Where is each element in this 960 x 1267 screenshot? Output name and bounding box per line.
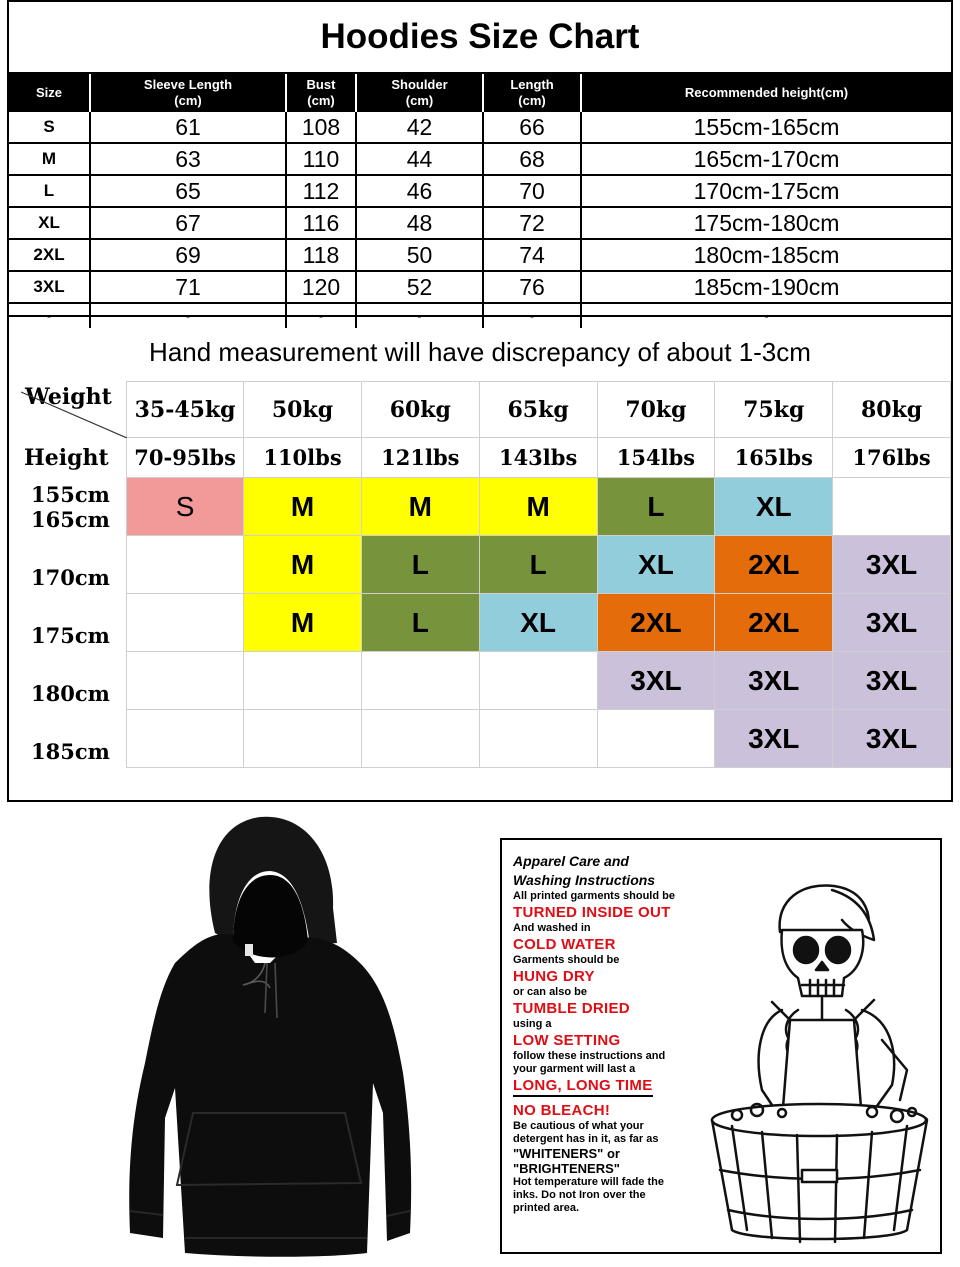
care-heading-1: Apparel Care and: [513, 853, 629, 869]
care-line: Be cautious of what your: [513, 1120, 644, 1132]
size-cell: 3XL: [9, 271, 90, 303]
measurement-cell: -: [483, 303, 581, 328]
weight-label: Weight: [25, 383, 112, 410]
header-sleeve: Sleeve Length (cm): [90, 74, 286, 112]
height-row: [21, 594, 951, 652]
care-line: LONG, LONG TIME: [513, 1076, 653, 1097]
recommended-size-cell: XL: [597, 536, 715, 594]
weight-kg-header: 70kg: [597, 382, 715, 438]
weight-lbs-header: 70-95lbs: [127, 438, 244, 478]
measurement-cell: 69: [90, 239, 286, 271]
measurement-cell: 48: [356, 207, 483, 239]
care-line: "WHITENERS" or: [513, 1146, 620, 1161]
recommended-size-cell: 3XL: [833, 710, 951, 768]
size-row: [9, 271, 951, 303]
header-length: Length (cm): [483, 74, 581, 112]
recommended-size-cell: 3XL: [833, 594, 951, 652]
measurement-cell: 44: [356, 143, 483, 175]
weight-kg-header: 80kg: [833, 382, 951, 438]
recommended-size-cell: [361, 710, 479, 768]
measurement-cell: 112: [286, 175, 356, 207]
care-line: All printed garments should be: [513, 890, 675, 902]
measurement-cell: 120: [286, 271, 356, 303]
height-label-cell: [21, 594, 127, 652]
size-table: [9, 74, 951, 328]
recommended-size-cell: [127, 710, 244, 768]
height-value: 185cm: [31, 738, 110, 764]
measurement-cell: 66: [483, 112, 581, 143]
measurement-cell: 65: [90, 175, 286, 207]
care-line: Hot temperature will fade the: [513, 1176, 664, 1188]
recommended-size-cell: 2XL: [715, 536, 833, 594]
recommended-size-cell: [479, 710, 597, 768]
size-row: [9, 175, 951, 207]
recommended-size-cell: [127, 652, 244, 710]
weight-kg-header: 35-45kg: [127, 382, 244, 438]
measurement-cell: -: [286, 303, 356, 328]
size-cell: S: [9, 112, 90, 143]
recommended-size-cell: 2XL: [715, 594, 833, 652]
height-label-cell: [21, 478, 127, 536]
recommended-size-cell: XL: [715, 478, 833, 536]
height-value: 165cm: [31, 506, 110, 532]
recommended-size-cell: [127, 594, 244, 652]
measurement-cell: 76: [483, 271, 581, 303]
size-row: [9, 239, 951, 271]
weight-kg-header: 60kg: [361, 382, 479, 438]
size-cell: M: [9, 143, 90, 175]
height-row: [21, 710, 951, 768]
recommended-size-cell: M: [244, 478, 362, 536]
measurement-note: Hand measurement will have discrepancy of about 1-3cm: [149, 337, 811, 367]
measurement-cell: 63: [90, 143, 286, 175]
header-height: Recommended height(cm): [581, 74, 951, 112]
weight-lbs-header: 176lbs: [833, 438, 951, 478]
height-label-cell: [21, 536, 127, 594]
weight-height-panel: [7, 317, 953, 802]
measurement-cell: 68: [483, 143, 581, 175]
recommended-size-cell: 3XL: [715, 652, 833, 710]
size-table-header: [9, 74, 951, 112]
height-label-cell: [21, 652, 127, 710]
recommended-size-cell: [833, 478, 951, 536]
recommended-size-cell: L: [361, 536, 479, 594]
recommended-size-cell: 3XL: [715, 710, 833, 768]
care-line: inks. Do not Iron over the: [513, 1189, 646, 1201]
recommended-size-cell: M: [361, 478, 479, 536]
measurement-cell: 110: [286, 143, 356, 175]
care-line: TUMBLE DRIED: [513, 1000, 630, 1017]
size-cell: XL: [9, 207, 90, 239]
measurement-cell: 155cm-165cm: [581, 112, 951, 143]
header-size: Size: [9, 74, 90, 112]
measurement-cell: -: [90, 303, 286, 328]
recommended-size-cell: [244, 652, 362, 710]
measurement-cell: 118: [286, 239, 356, 271]
recommended-size-cell: M: [244, 536, 362, 594]
measurement-cell: 67: [90, 207, 286, 239]
measurement-cell: 71: [90, 271, 286, 303]
care-line: Garments should be: [513, 954, 620, 966]
care-line: TURNED INSIDE OUT: [513, 904, 671, 921]
measurement-cell: 108: [286, 112, 356, 143]
measurement-cell: -: [581, 303, 951, 328]
weight-height-corner: [21, 382, 127, 438]
height-label: Height: [24, 444, 109, 471]
measurement-cell: 175cm-180cm: [581, 207, 951, 239]
recommended-size-cell: [479, 652, 597, 710]
weight-kg-header: 75kg: [715, 382, 833, 438]
weight-lbs-header: 110lbs: [244, 438, 362, 478]
care-line: NO BLEACH!: [513, 1102, 611, 1119]
size-cell: L: [9, 175, 90, 207]
recommended-size-cell: L: [479, 536, 597, 594]
care-line: HUNG DRY: [513, 968, 595, 985]
recommended-size-cell: L: [597, 478, 715, 536]
recommended-size-cell: L: [361, 594, 479, 652]
measurement-cell: 165cm-170cm: [581, 143, 951, 175]
size-cell: 2XL: [9, 239, 90, 271]
weight-height-grid: [21, 381, 951, 768]
recommended-size-cell: 2XL: [597, 594, 715, 652]
weight-kg-row: [21, 382, 951, 438]
height-row: [21, 478, 951, 536]
size-chart: [7, 0, 953, 323]
recommended-size-cell: 3XL: [597, 652, 715, 710]
care-line: "BRIGHTENERS": [513, 1161, 620, 1176]
weight-kg-header: 50kg: [244, 382, 362, 438]
diagonal-line-icon: [21, 382, 127, 438]
height-value: 175cm: [31, 622, 110, 648]
recommended-size-cell: [597, 710, 715, 768]
weight-lbs-header: 154lbs: [597, 438, 715, 478]
measurement-cell: 42: [356, 112, 483, 143]
chart-title: Hoodies Size Chart: [9, 2, 951, 74]
measurement-cell: 72: [483, 207, 581, 239]
measurement-cell: 50: [356, 239, 483, 271]
measurement-cell: 185cm-190cm: [581, 271, 951, 303]
care-line: printed area.: [513, 1202, 580, 1214]
header-bust: Bust (cm): [286, 74, 356, 112]
recommended-size-cell: S: [127, 478, 244, 536]
care-line: And washed in: [513, 922, 591, 934]
care-line: your garment will last a: [513, 1063, 636, 1075]
recommended-size-cell: 3XL: [833, 536, 951, 594]
weight-lbs-header: 165lbs: [715, 438, 833, 478]
measurement-cell: 52: [356, 271, 483, 303]
recommended-size-cell: XL: [479, 594, 597, 652]
height-value: 155cm: [31, 481, 110, 507]
measurement-cell: 116: [286, 207, 356, 239]
recommended-size-cell: M: [479, 478, 597, 536]
care-line: detergent has in it, as far as: [513, 1133, 659, 1145]
recommended-size-cell: 3XL: [833, 652, 951, 710]
measurement-cell: 74: [483, 239, 581, 271]
height-value: 170cm: [31, 564, 110, 590]
weight-kg-header: 65kg: [479, 382, 597, 438]
size-row: [9, 143, 951, 175]
height-row: [21, 652, 951, 710]
weight-lbs-header: 121lbs: [361, 438, 479, 478]
care-line: LOW SETTING: [513, 1032, 621, 1049]
recommended-size-cell: [127, 536, 244, 594]
height-value: 180cm: [31, 680, 110, 706]
measurement-cell: 46: [356, 175, 483, 207]
care-heading-2: Washing Instructions: [513, 872, 656, 888]
care-line: using a: [513, 1018, 552, 1030]
care-line: follow these instructions and: [513, 1050, 666, 1062]
care-line: or can also be: [513, 986, 587, 998]
skeleton-washing-icon: [702, 870, 937, 1245]
measurement-cell: -: [356, 303, 483, 328]
measurement-cell: 70: [483, 175, 581, 207]
height-row: [21, 536, 951, 594]
recommended-size-cell: M: [244, 594, 362, 652]
care-line: COLD WATER: [513, 936, 616, 953]
height-label-cell: [21, 710, 127, 768]
measurement-cell: 61: [90, 112, 286, 143]
header-shoulder: Shoulder (cm): [356, 74, 483, 112]
weight-lbs-header: 143lbs: [479, 438, 597, 478]
recommended-size-cell: [361, 652, 479, 710]
measurement-cell: 180cm-185cm: [581, 239, 951, 271]
size-cell: -: [47, 309, 51, 323]
hoodie-icon: [105, 813, 425, 1258]
size-row: [9, 207, 951, 239]
recommended-size-cell: [244, 710, 362, 768]
measurement-cell: 170cm-175cm: [581, 175, 951, 207]
care-label: [500, 838, 942, 1254]
weight-lbs-row: [21, 438, 951, 478]
size-row: [9, 112, 951, 143]
